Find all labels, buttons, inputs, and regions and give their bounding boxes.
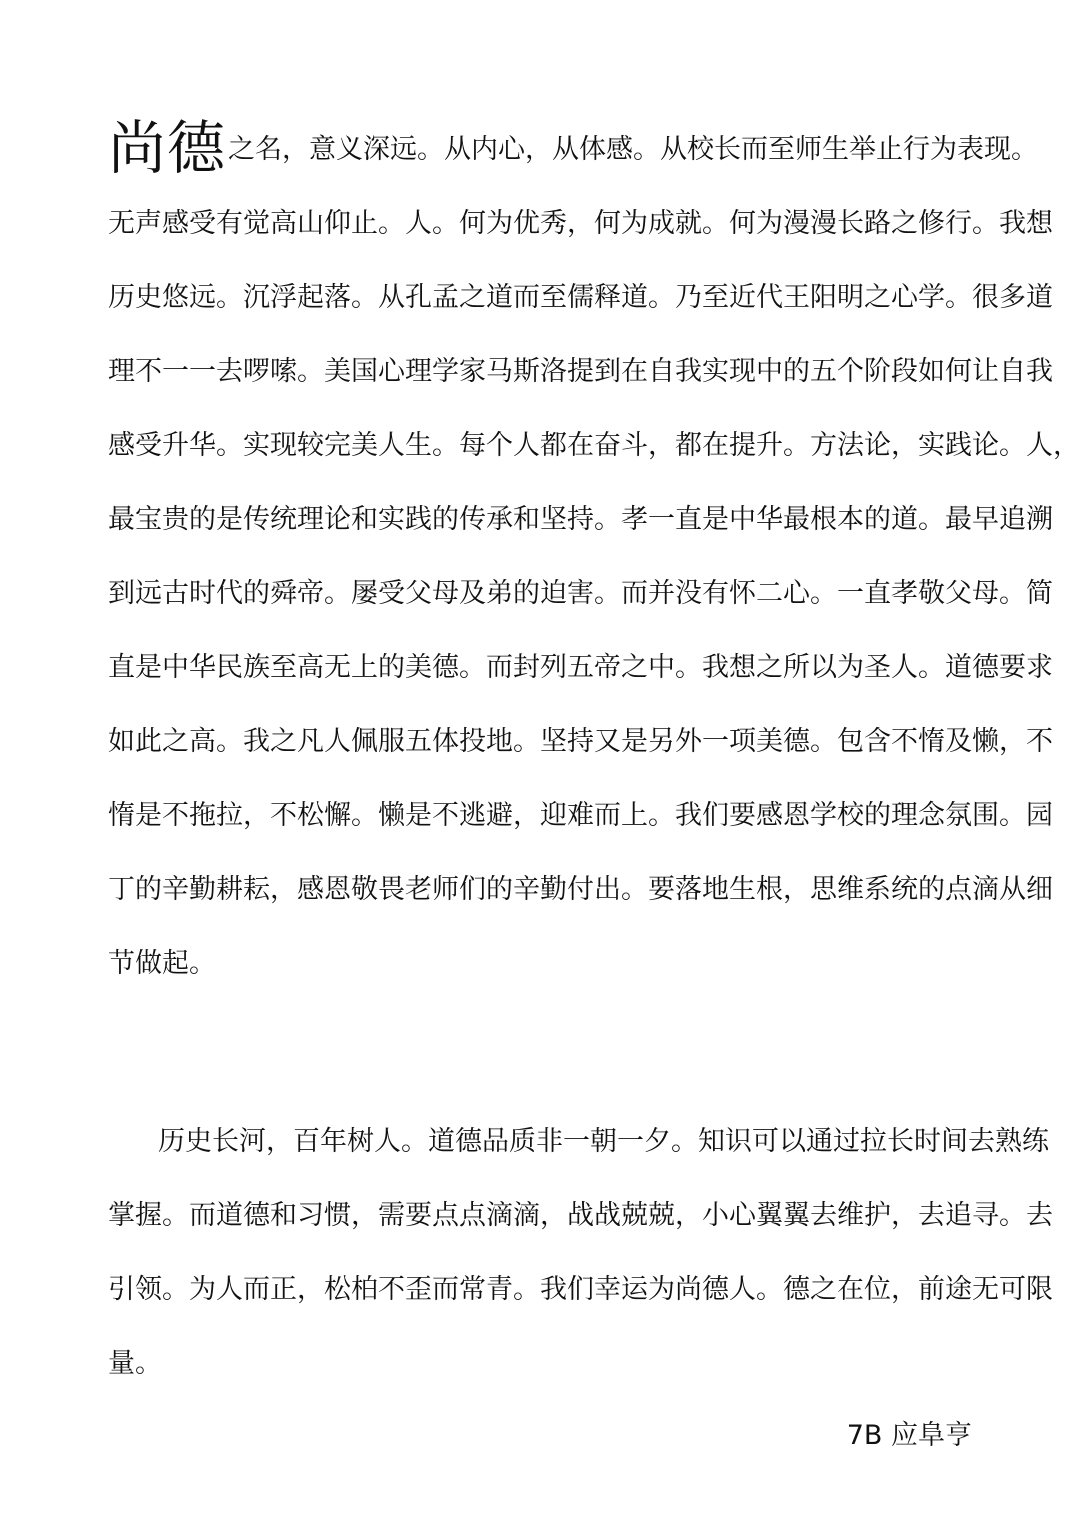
paragraph1-line: 历史悠远。沉浮起落。从孔孟之道而至儒释道。乃至近代王阳明之心学。很多道 (108, 282, 1053, 313)
paragraph1-line: 节做起。 (108, 948, 216, 979)
dropcap-title: 尚德 (108, 114, 227, 182)
first-line-text: 之名，意义深远。从内心，从体感。从校长而至师生举止行为表现。 (228, 134, 1039, 165)
paragraph1-line: 到远古时代的舜帝。屡受父母及弟的迫害。而并没有怀二心。一直孝敬父母。简 (108, 578, 1053, 609)
paragraph2-line: 历史长河，百年树人。道德品质非一朝一夕。知识可以通过拉长时间去熟练 (158, 1126, 1049, 1157)
author-signature: 7B 应阜亨 (846, 1420, 972, 1451)
paragraph1-line: 最宝贵的是传统理论和实践的传承和坚持。孝一直是中华最根本的道。最早追溯 (108, 504, 1053, 535)
paragraph2-line: 引领。为人而正，松柏不歪而常青。我们幸运为尚德人。德之在位，前途无可限 (108, 1274, 1053, 1305)
paragraph1-line: 理不一一去啰嗦。美国心理学家马斯洛提到在自我实现中的五个阶段如何让自我 (108, 356, 1053, 387)
paragraph1-line: 如此之高。我之凡人佩服五体投地。坚持又是另外一项美德。包含不惰及懒，不 (108, 726, 1053, 757)
paragraph1-line: 丁的辛勤耕耘，感恩敬畏老师们的辛勤付出。要落地生根，思维系统的点滴从细 (108, 874, 1053, 905)
paragraph1-line: 直是中华民族至高无上的美德。而封列五帝之中。我想之所以为圣人。道德要求 (108, 652, 1053, 683)
paragraph2-line: 掌握。而道德和习惯，需要点点滴滴，战战兢兢，小心翼翼去维护，去追寻。去 (108, 1200, 1053, 1231)
paragraph1-line: 感受升华。实现较完美人生。每个人都在奋斗，都在提升。方法论，实践论。人， (108, 430, 1080, 461)
paragraph2-line: 量。 (108, 1348, 162, 1379)
paragraph1-line: 无声感受有觉高山仰止。人。何为优秀，何为成就。何为漫漫长路之修行。我想 (108, 208, 1053, 239)
document-page (108, 0, 1080, 1528)
first-line (108, 100, 1039, 182)
paragraph1-line: 惰是不拖拉，不松懈。懒是不逃避，迎难而上。我们要感恩学校的理念氛围。园 (108, 800, 1053, 831)
